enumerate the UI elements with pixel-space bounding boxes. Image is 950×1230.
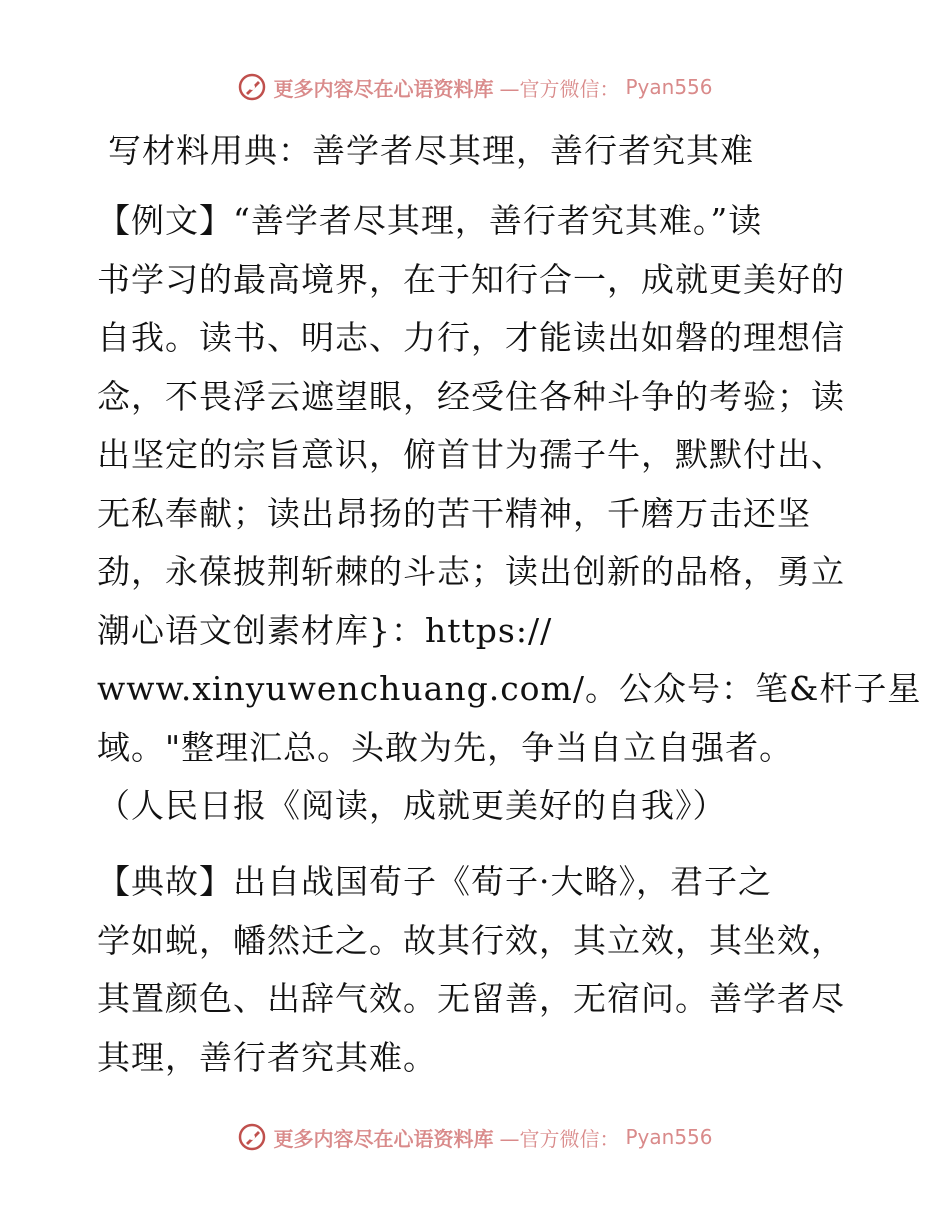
watermark-id: Pyan556 (625, 1125, 713, 1149)
origin-line: 【典故】出自战国荀子《荀子·大略》，君子之 (97, 862, 772, 901)
origin-line: 其理，善行者究其难。 (97, 1037, 437, 1077)
example-paragraph (97, 192, 922, 836)
example-line: （人民日报《阅读，成就更美好的自我》） (97, 786, 727, 825)
footer-watermark (0, 1122, 950, 1152)
header-watermark (0, 72, 950, 102)
watermark-prefix: 更多内容尽在心语资料库 (273, 76, 494, 101)
watermark-dash: —官方微信： (499, 76, 620, 101)
watermark-id: Pyan556 (625, 75, 713, 99)
example-line: 自我。读书、明志、力行，才能读出如磐的理想信 (97, 318, 845, 357)
pen-logo-icon (237, 1122, 267, 1152)
origin-line: 学如蜕，幡然迁之。故其行效，其立效，其坐效， (97, 920, 845, 960)
example-line: 潮心语文创素材库}：https:// (97, 610, 553, 650)
watermark-prefix: 更多内容尽在心语资料库 (273, 1126, 494, 1151)
pen-logo-icon (237, 72, 267, 102)
example-line: 书学习的最高境界，在于知行合一，成就更美好的 (97, 259, 845, 299)
example-line: 劲，永葆披荆斩棘的斗志；读出创新的品格，勇立 (97, 552, 845, 591)
watermark-dash: —官方微信： (499, 1126, 620, 1151)
origin-line: 其置颜色、出辞气效。无留善，无宿问。善学者尽 (97, 979, 845, 1018)
origin-paragraph (97, 853, 857, 1087)
example-line: 【例文】“善学者尽其理，善行者究其难。”读 (97, 201, 763, 240)
example-line: 无私奉献；读出昂扬的苦干精神，千磨万击还坚 (97, 493, 811, 533)
example-line: 域。"整理汇总。头敢为先，争当自立自强者。 (97, 727, 794, 767)
example-line: 出坚定的宗旨意识，俯首甘为孺子牛，默默付出、 (97, 435, 845, 474)
example-line: www.xinyuwenchuang.com/。公众号：笔&杆子星 (97, 669, 922, 708)
page-title: 写材料用典：善学者尽其理，善行者究其难 (108, 131, 754, 170)
example-line: 念，不畏浮云遮望眼，经受住各种斗争的考验；读 (97, 376, 845, 416)
